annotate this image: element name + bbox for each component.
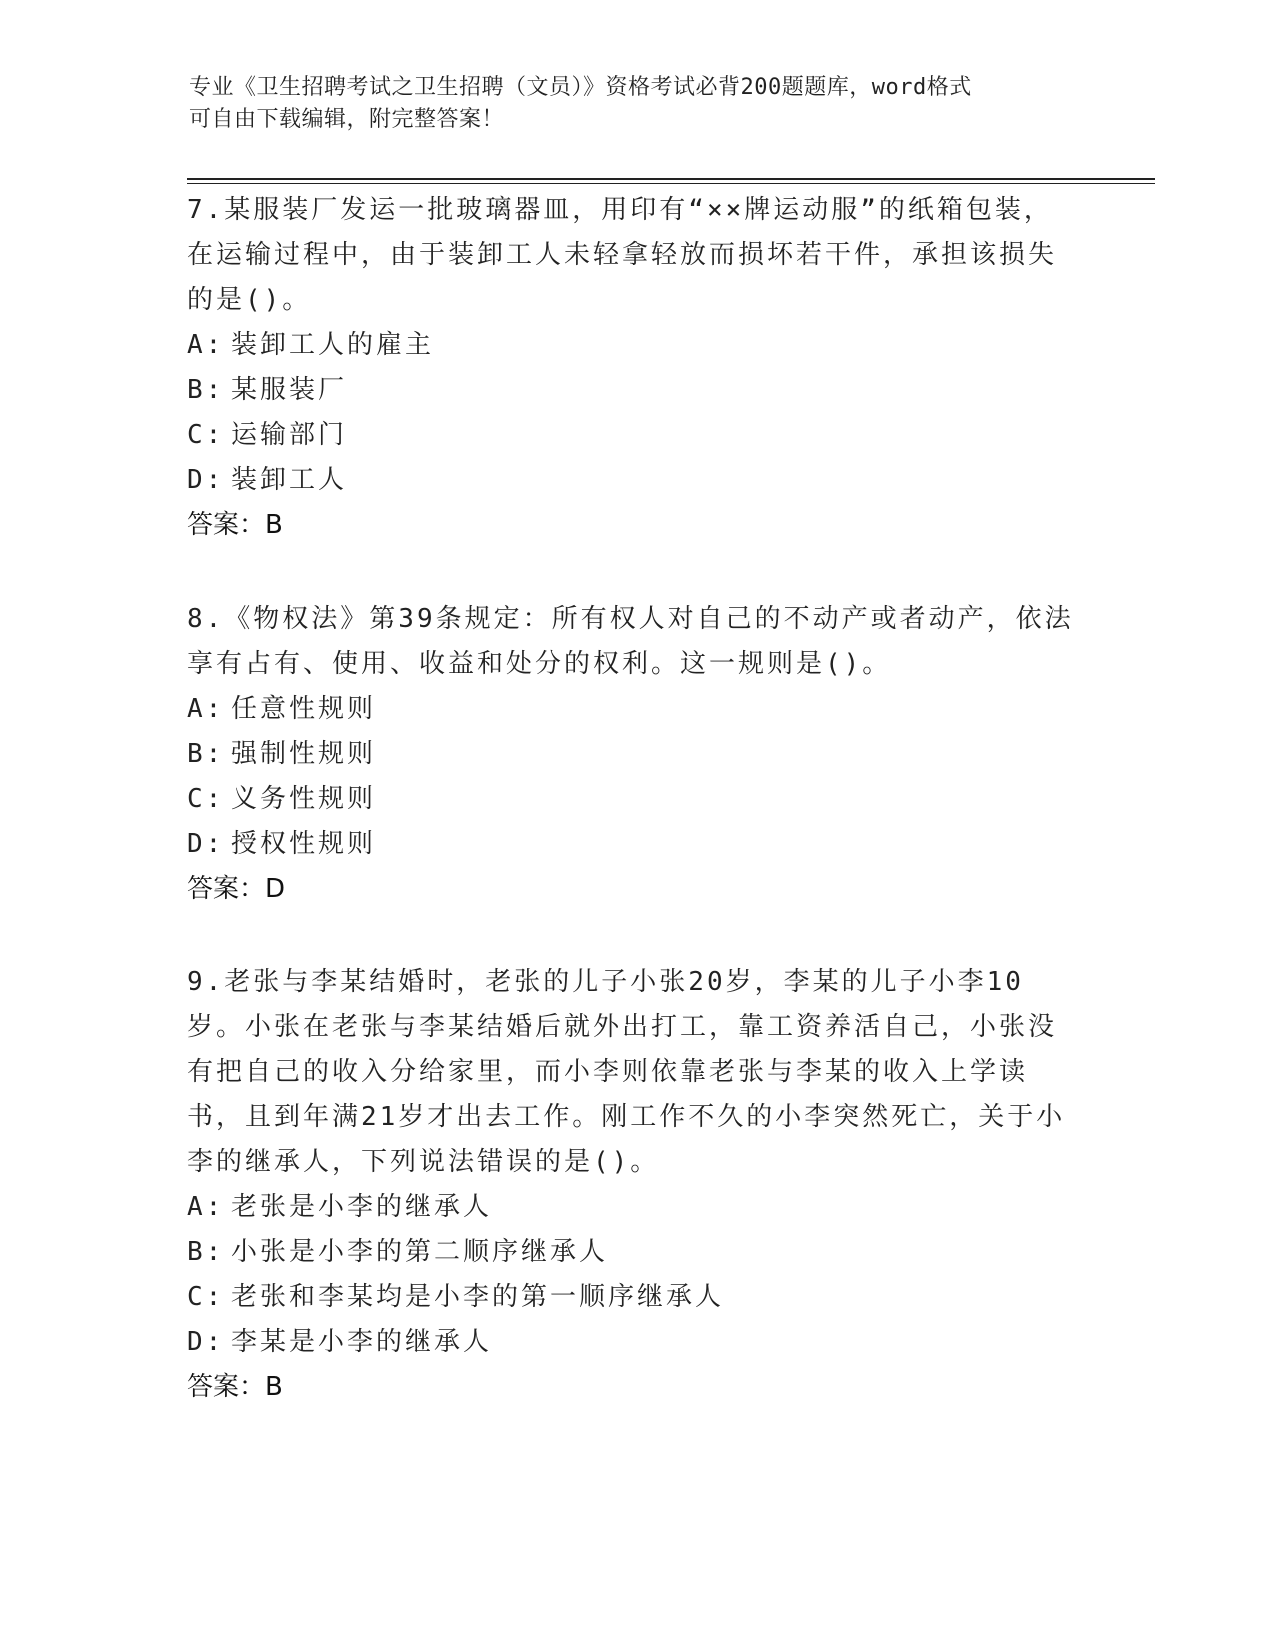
option-text: 强制性规则 — [231, 739, 377, 769]
option-text: 任意性规则 — [231, 694, 377, 724]
option-key: C: — [187, 420, 225, 450]
header-line-2: 可自由下载编辑，附完整答案！ — [189, 107, 505, 132]
option-text: 装卸工人 — [231, 465, 348, 495]
option-key: A: — [187, 330, 225, 360]
question-7 — [187, 188, 1077, 548]
option-text: 李某是小李的继承人 — [231, 1327, 493, 1357]
option-text: 义务性规则 — [231, 784, 377, 814]
answer-line: 答案：D — [187, 874, 286, 904]
option-key: D: — [187, 1327, 225, 1357]
option-d — [187, 1320, 1077, 1365]
option-text: 老张是小李的继承人 — [231, 1192, 493, 1222]
option-text: 某服装厂 — [231, 375, 348, 405]
option-key: D: — [187, 465, 225, 495]
option-c — [187, 777, 1077, 822]
option-a — [187, 323, 1077, 368]
option-b — [187, 368, 1077, 413]
option-key: A: — [187, 694, 225, 724]
option-text: 小张是小李的第二顺序继承人 — [231, 1237, 609, 1267]
header-line-1: 专业《卫生招聘考试之卫生招聘（文员）》资格考试必背200题题库，word格式 — [189, 75, 972, 100]
option-key: B: — [187, 1237, 225, 1267]
option-text: 运输部门 — [231, 420, 348, 450]
option-key: A: — [187, 1192, 225, 1222]
answer-line: 答案：B — [187, 1372, 283, 1402]
header-divider-thick — [187, 178, 1155, 180]
option-b — [187, 732, 1077, 777]
option-key: C: — [187, 784, 225, 814]
option-key: B: — [187, 739, 225, 769]
question-9 — [187, 960, 1077, 1410]
question-8 — [187, 597, 1077, 912]
option-key: C: — [187, 1282, 225, 1312]
option-text: 授权性规则 — [231, 829, 377, 859]
option-a — [187, 1185, 1077, 1230]
option-text: 装卸工人的雇主 — [231, 330, 435, 360]
option-key: D: — [187, 829, 225, 859]
question-stem: 8.《物权法》第39条规定：所有权人对自己的不动产或者动产，依法享有占有、使用、收益和处分的权利。这一规则是()。 — [187, 604, 1074, 679]
option-text: 老张和李某均是小李的第一顺序继承人 — [231, 1282, 725, 1312]
question-stem: 9.老张与李某结婚时，老张的儿子小张20岁，李某的儿子小李10岁。小张在老张与李某结婚后就外出打工，靠工资养活自己，小张没有把自己的收入分给家里，而小李则依靠老张与李某的收入上学读书，且到年满21岁才出去工作。刚工作不久的小李突然死亡，关于小李的继承人，下列说法错误的是()。 — [187, 967, 1066, 1177]
option-b — [187, 1230, 1077, 1275]
question-stem: 7.某服装厂发运一批玻璃器皿，用印有“××牌运动服”的纸箱包装，在运输过程中，由于装卸工人未轻拿轻放而损坏若干件，承担该损失的是()。 — [187, 195, 1058, 315]
option-a — [187, 687, 1077, 732]
header-divider-thin — [187, 183, 1155, 184]
option-d — [187, 458, 1077, 503]
option-c — [187, 1275, 1077, 1320]
option-key: B: — [187, 375, 225, 405]
option-d — [187, 822, 1077, 867]
document-header — [189, 72, 1069, 136]
answer-line: 答案：B — [187, 510, 283, 540]
option-c — [187, 413, 1077, 458]
